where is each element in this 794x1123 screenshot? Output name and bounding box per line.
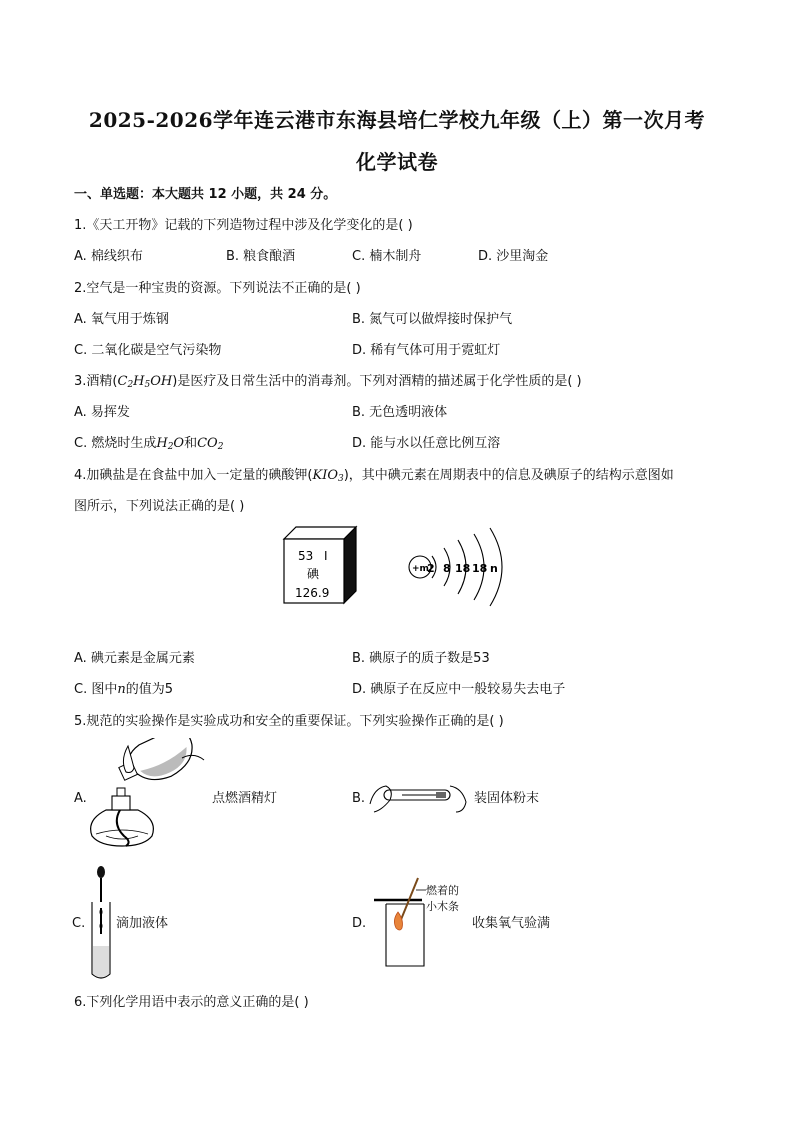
q4-option-c: C. 图中n的值为5 bbox=[74, 682, 173, 697]
q2-option-c: C. 二氧化碳是空气污染物 bbox=[74, 343, 222, 358]
shell-5-count: n bbox=[490, 562, 498, 575]
shell-4-count: 18 bbox=[472, 562, 488, 575]
q5-option-d-letter: D. bbox=[352, 916, 367, 931]
q5-option-b-caption: 装固体粉末 bbox=[474, 791, 540, 806]
q5-option-c-letter: C. bbox=[72, 916, 86, 931]
q1-option-b: B. 粮食酿酒 bbox=[226, 249, 296, 264]
q4-option-b: B. 碘原子的质子数是53 bbox=[352, 651, 490, 666]
q1-stem: 1.《天工开物》记载的下列造物过程中涉及化学变化的是( ) bbox=[74, 218, 413, 233]
q4-stem-line2: 图所示，下列说法正确的是( ) bbox=[74, 499, 245, 514]
dropper-test-tube-illustration bbox=[88, 864, 114, 984]
iodine-atom-structure bbox=[404, 526, 516, 608]
q5-option-b-letter: B. bbox=[352, 791, 366, 806]
splint-label-1: 燃着的 bbox=[426, 884, 459, 897]
q6-stem: 6.下列化学用语中表示的意义正确的是( ) bbox=[74, 995, 309, 1010]
tile-element-name: 碘 bbox=[307, 567, 320, 581]
q4-option-d: D. 碘原子在反应中一般较易失去电子 bbox=[352, 682, 566, 697]
q3-option-c: C. 燃烧时生成$H_2O$和$CO_2$ bbox=[74, 436, 224, 452]
q1-option-d: D. 沙里淘金 bbox=[478, 249, 549, 264]
q4-option-a: A. 碘元素是金属元素 bbox=[74, 651, 195, 666]
shell-3-count: 18 bbox=[455, 562, 471, 575]
gas-jar-splint-illustration bbox=[372, 874, 432, 968]
alcohol-lamp-lighting-illustration bbox=[82, 738, 208, 856]
q2-option-d: D. 稀有气体可用于霓虹灯 bbox=[352, 343, 501, 358]
splint-label-2: 小木条 bbox=[426, 900, 459, 913]
q5-option-a-letter: A. bbox=[74, 791, 87, 806]
tile-symbol: I bbox=[324, 549, 328, 563]
q1-option-a: A. 棉线织布 bbox=[74, 249, 143, 264]
shell-2-count: 8 bbox=[443, 562, 451, 575]
page-subtitle: 化学试卷 bbox=[356, 150, 438, 174]
shell-1-count: 2 bbox=[427, 562, 435, 575]
q3-option-b: B. 无色透明液体 bbox=[352, 405, 448, 420]
q2-option-b: B. 氮气可以做焊接时保护气 bbox=[352, 312, 513, 327]
q3-option-d: D. 能与水以任意比例互溶 bbox=[352, 436, 501, 451]
q5-option-c-caption: 滴加液体 bbox=[116, 916, 169, 931]
q5-option-a-caption: 点燃酒精灯 bbox=[212, 791, 278, 806]
iodine-element-tile bbox=[278, 521, 362, 607]
nucleus-charge: +m bbox=[412, 564, 429, 574]
test-tube-powder-illustration bbox=[366, 774, 470, 818]
tile-atomic-mass: 126.9 bbox=[295, 586, 330, 600]
q2-stem: 2.空气是一种宝贵的资源。下列说法不正确的是( ) bbox=[74, 281, 361, 296]
section-heading: 一、单选题：本大题共 12 小题，共 24 分。 bbox=[74, 187, 337, 202]
page-title: 2025-2026学年连云港市东海县培仁学校九年级（上）第一次月考 bbox=[88, 108, 706, 132]
q3-option-a: A. 易挥发 bbox=[74, 405, 130, 420]
q2-option-a: A. 氧气用于炼钢 bbox=[74, 312, 169, 327]
q3-stem: 3.酒精$(C_2H_5OH)$是医疗及日常生活中的消毒剂。下列对酒精的描述属于化学性质的是( ) bbox=[74, 374, 582, 390]
q1-option-c: C. 楠木制舟 bbox=[352, 249, 422, 264]
q5-option-d-caption: 收集氧气验满 bbox=[472, 916, 551, 931]
ethanol-formula: $C_2H_5OH$ bbox=[117, 374, 173, 390]
q5-stem: 5.规范的实验操作是实验成功和安全的重要保证。下列实验操作正确的是( ) bbox=[74, 714, 504, 729]
tile-atomic-number: 53 bbox=[298, 549, 314, 563]
q4-stem-line1: 4.加碘盐是在食盐中加入一定量的碘酸钾$(KIO_3)$，其中碘元素在周期表中的信息及碘原子的结构示意图如 bbox=[74, 468, 674, 484]
